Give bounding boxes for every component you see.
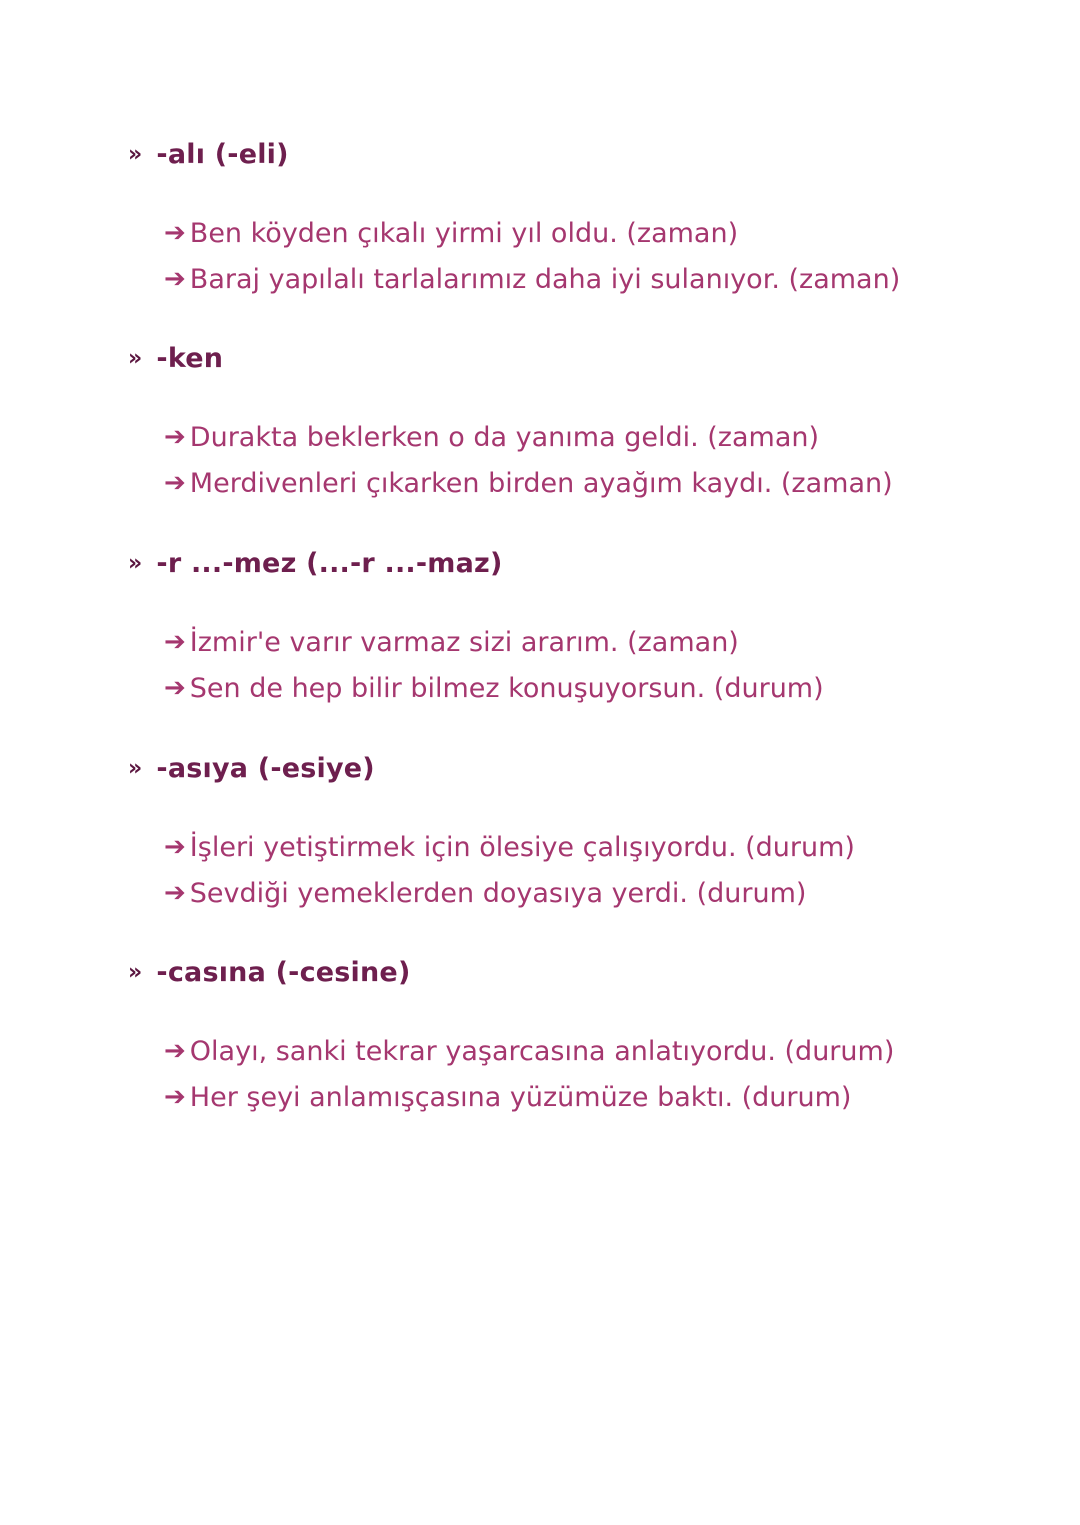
example-text: Durakta beklerken o da yanıma geldi. (zaman) bbox=[189, 421, 820, 453]
arrow-icon: ➔ bbox=[164, 422, 186, 452]
heading-text: -ken bbox=[156, 342, 224, 374]
heading-text: -r ...-mez (...-r ...-maz) bbox=[156, 547, 503, 579]
example-item bbox=[164, 619, 1028, 665]
arrow-icon: ➔ bbox=[164, 468, 186, 498]
section-heading bbox=[128, 134, 1028, 174]
bullet-icon: » bbox=[128, 141, 143, 167]
arrow-icon: ➔ bbox=[164, 264, 186, 294]
example-item bbox=[164, 210, 1028, 256]
section-heading bbox=[128, 952, 1028, 992]
example-text: Sevdiği yemeklerden doyasıya yerdi. (durum) bbox=[189, 877, 807, 909]
example-item bbox=[164, 1028, 1028, 1074]
example-item bbox=[164, 824, 1028, 870]
section-heading bbox=[128, 543, 1028, 583]
example-text: Olayı, sanki tekrar yaşarcasına anlatıyordu. (durum) bbox=[189, 1035, 895, 1067]
arrow-icon: ➔ bbox=[164, 627, 186, 657]
example-item bbox=[164, 460, 1028, 506]
bullet-icon: » bbox=[128, 755, 143, 781]
example-text: Merdivenleri çıkarken birden ayağım kaydı. (zaman) bbox=[189, 467, 893, 499]
example-list bbox=[164, 824, 1028, 916]
example-text: İşleri yetiştirmek için ölesiye çalışıyordu. (durum) bbox=[189, 831, 855, 863]
example-item bbox=[164, 256, 1028, 302]
heading-text: -alı (-eli) bbox=[156, 138, 289, 170]
section-heading bbox=[128, 748, 1028, 788]
example-list bbox=[164, 414, 1028, 506]
arrow-icon: ➔ bbox=[164, 832, 186, 862]
bullet-icon: » bbox=[128, 550, 143, 576]
example-item bbox=[164, 870, 1028, 916]
example-item bbox=[164, 665, 1028, 711]
section-r-mez bbox=[128, 543, 1028, 711]
arrow-icon: ➔ bbox=[164, 218, 186, 248]
heading-text: -casına (-cesine) bbox=[156, 956, 411, 988]
bullet-icon: » bbox=[128, 345, 143, 371]
arrow-icon: ➔ bbox=[164, 1082, 186, 1112]
section-asiya bbox=[128, 748, 1028, 916]
section-heading bbox=[128, 338, 1028, 378]
heading-text: -asıya (-esiye) bbox=[156, 752, 375, 784]
example-list bbox=[164, 1028, 1028, 1120]
arrow-icon: ➔ bbox=[164, 673, 186, 703]
example-item bbox=[164, 1074, 1028, 1120]
section-casina bbox=[128, 952, 1028, 1120]
example-text: Ben köyden çıkalı yirmi yıl oldu. (zaman) bbox=[189, 217, 739, 249]
example-text: Baraj yapılalı tarlalarımız daha iyi sulanıyor. (zaman) bbox=[189, 263, 901, 295]
example-list bbox=[164, 619, 1028, 711]
example-text: İzmir'e varır varmaz sizi ararım. (zaman) bbox=[189, 626, 739, 658]
example-text: Sen de hep bilir bilmez konuşuyorsun. (durum) bbox=[189, 672, 824, 704]
bullet-icon: » bbox=[128, 959, 143, 985]
section-ali bbox=[128, 134, 1028, 302]
section-ken bbox=[128, 338, 1028, 506]
example-text: Her şeyi anlamışçasına yüzümüze baktı. (durum) bbox=[189, 1081, 852, 1113]
example-item bbox=[164, 414, 1028, 460]
arrow-icon: ➔ bbox=[164, 878, 186, 908]
example-list bbox=[164, 210, 1028, 302]
arrow-icon: ➔ bbox=[164, 1036, 186, 1066]
